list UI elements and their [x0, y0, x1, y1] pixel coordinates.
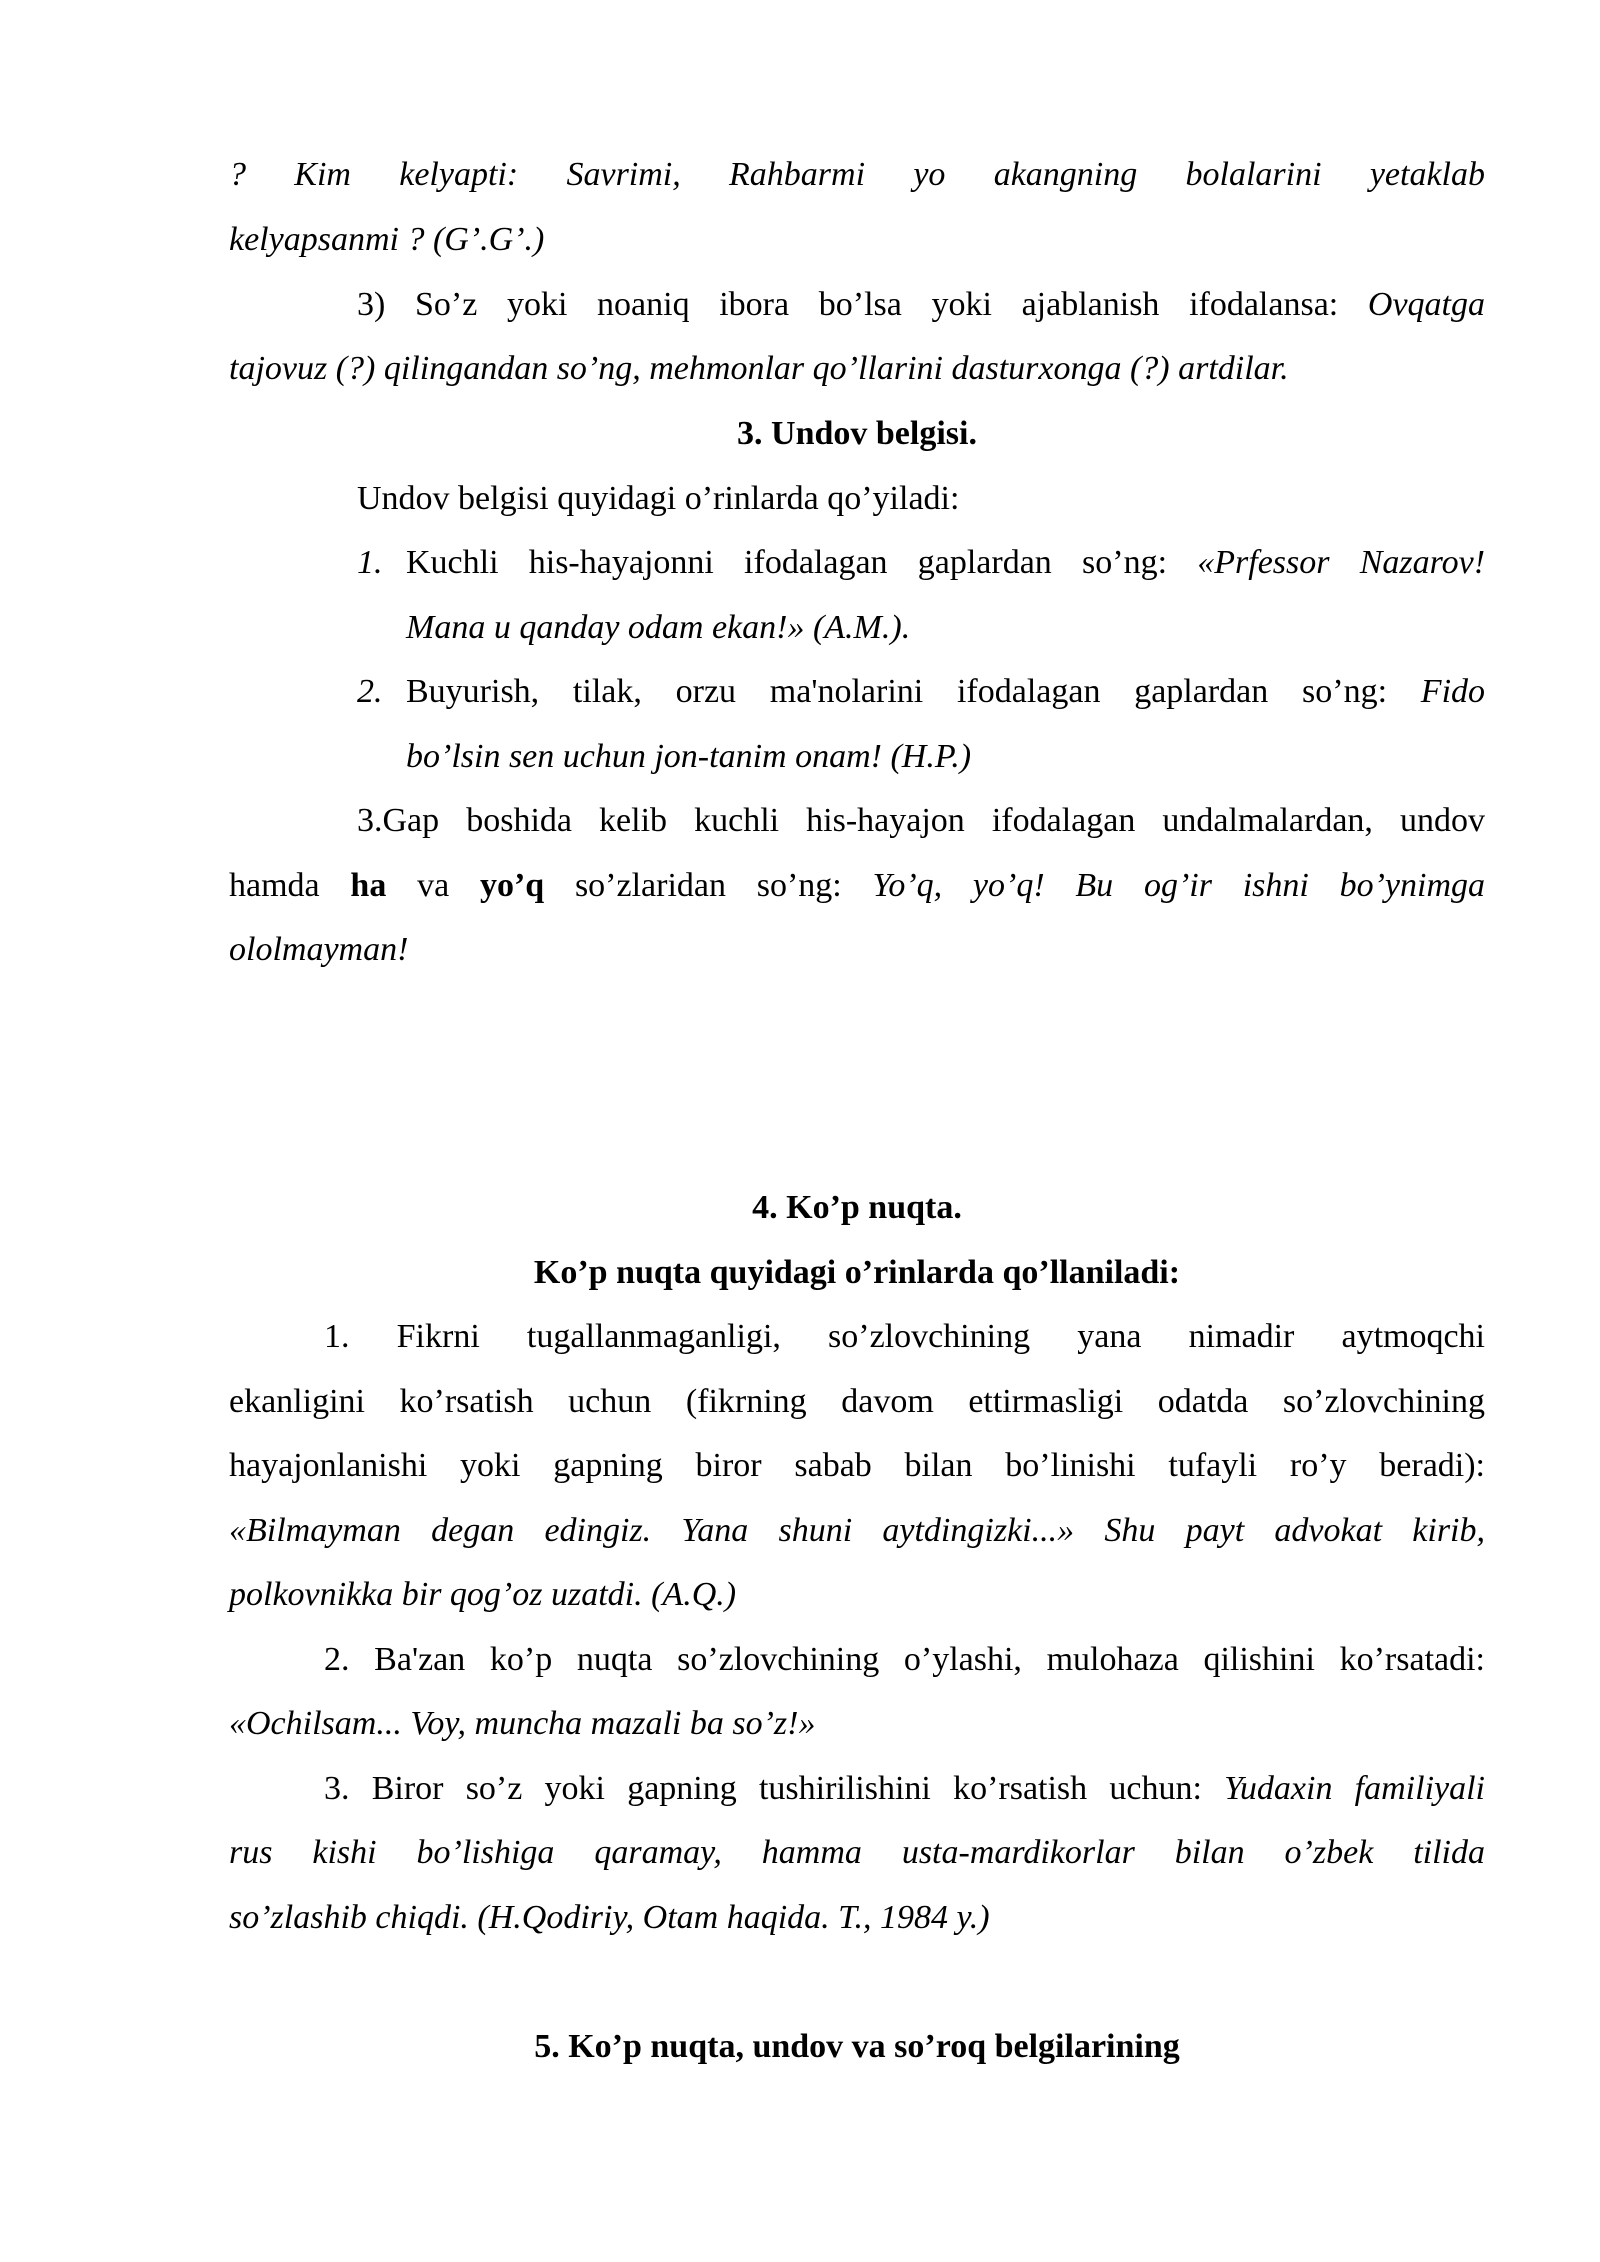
- example-line: tajovuz (?) qilingandan so’ng, mehmonlar qo’llarini dasturxonga (?) artdilar.: [229, 350, 1289, 387]
- rule-paragraph: 3.Gap boshida kelib kuchli his-hayajon ifodalagan undalmalardan, undov: [357, 802, 1485, 839]
- example-line: ololmayman!: [229, 931, 409, 968]
- example-line: ? Kim kelyapti: Savrimi, Rahbarmi yo akangning bolalarini yetaklab: [229, 156, 1485, 193]
- example-line: kelyapsanmi ? (G’.G’.): [229, 221, 545, 258]
- list-number: 2.: [357, 673, 383, 710]
- example-line: «Bilmayman degan edingiz. Yana shuni aytdingizki...» Shu payt advokat kirib,: [229, 1512, 1485, 1549]
- list-item-continuation: Mana u qanday odam ekan!» (A.M.).: [406, 609, 911, 646]
- rule-paragraph: 1. Fikrni tugallanmaganligi, so’zlovchining yana nimadir aytmoqchi: [324, 1318, 1485, 1355]
- section-heading: 3. Undov belgisi.: [737, 415, 977, 452]
- rule-paragraph: 2. Ba'zan ko’p nuqta so’zlovchining o’ylashi, mulohaza qilishini ko’rsatadi:: [324, 1641, 1485, 1678]
- rule-paragraph: 3. Biror so’z yoki gapning tushirilishini ko’rsatish uchun: Yudaxin familiyali: [324, 1770, 1485, 1807]
- section-intro: Undov belgisi quyidagi o’rinlarda qo’yiladi:: [357, 480, 960, 517]
- example-line: «Ochilsam... Voy, muncha mazali ba so’z!»: [229, 1705, 816, 1742]
- example-line: rus kishi bo’lishiga qaramay, hamma usta-mardikorlar bilan o’zbek tilida: [229, 1834, 1485, 1871]
- rule-paragraph-line: ekanligini ko’rsatish uchun (fikrning davom ettirmasligi odatda so’zlovchining: [229, 1383, 1485, 1420]
- example-line: so’zlashib chiqdi. (H.Qodiriy, Otam haqida. T., 1984 y.): [229, 1899, 990, 1936]
- section-heading: 4. Ko’p nuqta.: [752, 1189, 962, 1226]
- example-line: polkovnikka bir qog’oz uzatdi. (A.Q.): [229, 1576, 737, 1613]
- rule-paragraph-line: hayajonlanishi yoki gapning biror sabab bilan bo’linishi tufayli ro’y beradi):: [229, 1447, 1485, 1484]
- rule-paragraph-line: hamda ha va yo’q so’zlaridan so’ng: Yo’q, yo’q! Bu og’ir ishni bo’ynimga: [229, 867, 1486, 904]
- rule-paragraph: 3) So’z yoki noaniq ibora bo’lsa yoki ajablanish ifodalansa: Ovqatga: [357, 286, 1485, 323]
- list-number: 1.: [357, 544, 383, 581]
- section-heading: 5. Ko’p nuqta, undov va so’roq belgilarining: [534, 2028, 1180, 2065]
- section-subheading: Ko’p nuqta quyidagi o’rinlarda qo’llaniladi:: [533, 1254, 1181, 1291]
- list-item: Kuchli his-hayajonni ifodalagan gaplardan so’ng: «Prfessor Nazarov!: [406, 544, 1486, 581]
- list-item-continuation: bo’lsin sen uchun jon-tanim onam! (H.P.): [406, 738, 972, 775]
- list-item: Buyurish, tilak, orzu ma'nolarini ifodalagan gaplardan so’ng: Fido: [406, 673, 1486, 710]
